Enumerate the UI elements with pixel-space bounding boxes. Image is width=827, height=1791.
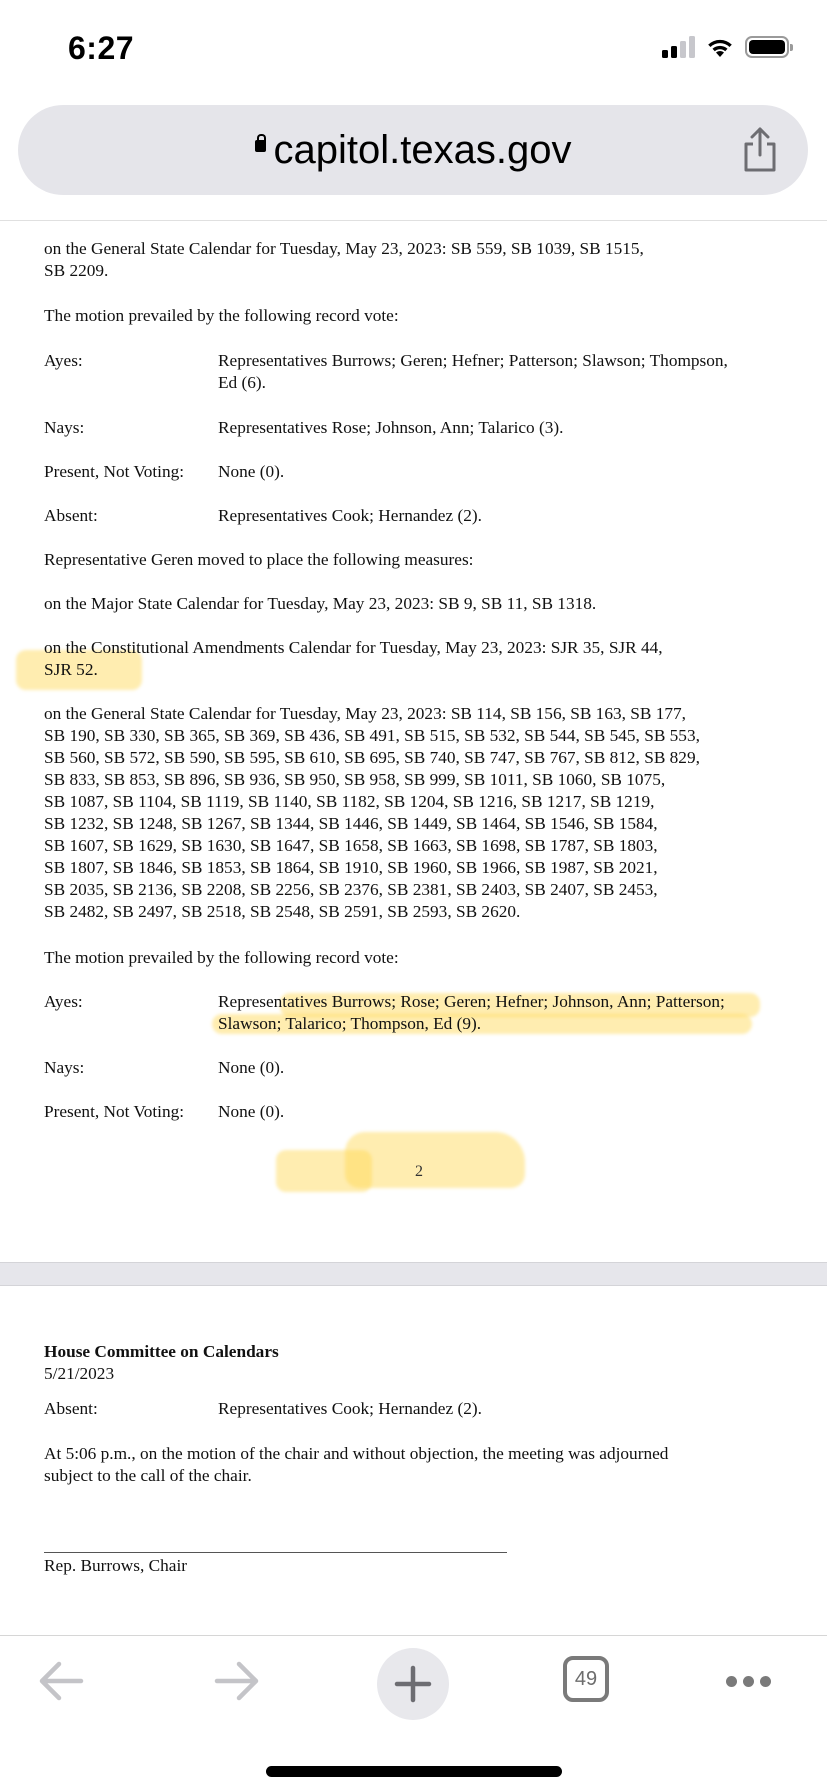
ayes-value [218,991,827,1035]
meeting-date: 5/21/2023 [44,1364,115,1383]
text-line: SB 2035, SB 2136, SB 2208, SB 2256, SB 2376, SB 2381, SB 2403, SB 2407, SB 2453, [44,880,658,899]
major-state-calendar: on the Major State Calendar for Tuesday, May 23, 2023: SB 9, SB 11, SB 1318. [44,594,597,613]
text-line: on the General State Calendar for Tuesday, May 23, 2023: SB 114, SB 156, SB 163, SB 177, [44,704,686,723]
text-line: SB 1807, SB 1846, SB 1853, SB 1864, SB 1910, SB 1960, SB 1966, SB 1987, SB 2021, [44,858,658,877]
signature-line [44,1552,507,1553]
cellular-signal-icon [662,36,695,58]
absent-value: Representatives Cook; Hernandez (2). [218,506,482,525]
status-icons [662,36,789,58]
page2-header [44,1341,794,1385]
label-present-not-voting: Present, Not Voting: [44,462,185,481]
label-nays: Nays: [44,1058,85,1077]
text-line: SB 1087, SB 1104, SB 1119, SB 1140, SB 1182, SB 1204, SB 1216, SB 1217, SB 1219, [44,792,655,811]
constitutional-amendments-calendar [44,637,794,681]
text-line: SJR 52. [44,660,98,679]
text-line: SB 560, SB 572, SB 590, SB 595, SB 610, SB 695, SB 740, SB 747, SB 767, SB 812, SB 829, [44,748,700,767]
text-line: SB 2482, SB 2497, SB 2518, SB 2548, SB 2591, SB 2593, SB 2620. [44,902,521,921]
text-line: At 5:06 p.m., on the motion of the chair and without objection, the meeting was adjourned [44,1444,669,1463]
pnv-value: None (0). [218,1102,285,1121]
signature-name: Rep. Burrows, Chair [44,1556,188,1575]
label-absent: Absent: [44,506,98,525]
geren-motion: Representative Geren moved to place the following measures: [44,550,474,569]
page-separator [0,1262,827,1286]
divider [0,220,827,221]
adjournment-text [44,1443,794,1487]
ayes-value [218,350,827,394]
text-line: SB 190, SB 330, SB 365, SB 369, SB 436, SB 491, SB 515, SB 532, SB 544, SB 545, SB 553, [44,726,700,745]
share-icon[interactable] [740,125,780,175]
motion-text-1: The motion prevailed by the following record vote: [44,306,399,325]
tab-count: 49 [574,1667,598,1690]
text-line: on the General State Calendar for Tuesday, May 23, 2023: SB 559, SB 1039, SB 1515, [44,239,644,258]
text-line: Representatives Burrows; Geren; Hefner; Patterson; Slawson; Thompson, [218,351,728,370]
committee-name: House Committee on Calendars [44,1342,279,1361]
forward-arrow-icon [213,1660,261,1702]
text-line: on the Constitutional Amendments Calendar for Tuesday, May 23, 2023: SJR 35, SJR 44, [44,638,663,657]
text-line: Representatives Burrows; Rose; Geren; Hefner; Johnson, Ann; Patterson; [218,992,725,1011]
more-button[interactable] [720,1658,776,1704]
new-tab-button[interactable] [377,1648,449,1720]
tabs-button[interactable] [563,1656,609,1702]
absent-value: Representatives Cook; Hernandez (2). [218,1399,482,1418]
forward-button[interactable] [212,1658,262,1704]
address-bar[interactable] [18,105,808,195]
status-bar [0,0,827,100]
text-line: SB 833, SB 853, SB 896, SB 936, SB 950, SB 958, SB 999, SB 1011, SB 1060, SB 1075, [44,770,666,789]
battery-icon [745,36,789,58]
general-state-calendar-list [44,703,794,923]
motion-text-2: The motion prevailed by the following record vote: [44,948,399,967]
page-number: 2 [415,1163,423,1180]
text-line: subject to the call of the chair. [44,1466,252,1485]
back-arrow-icon [37,1660,85,1702]
label-present-not-voting: Present, Not Voting: [44,1102,185,1121]
browser-toolbar [0,1636,827,1726]
text-line: SB 1232, SB 1248, SB 1267, SB 1344, SB 1446, SB 1449, SB 1464, SB 1546, SB 1584, [44,814,658,833]
back-button[interactable] [36,1658,86,1704]
text-line: SB 2209. [44,261,109,280]
highlight-mark [345,1132,525,1188]
label-ayes: Ayes: [44,992,83,1011]
home-indicator[interactable] [266,1766,562,1777]
text-line: SB 1607, SB 1629, SB 1630, SB 1647, SB 1658, SB 1663, SB 1698, SB 1787, SB 1803, [44,836,658,855]
text-line: Ed (6). [218,373,266,392]
label-nays: Nays: [44,418,85,437]
label-absent: Absent: [44,1399,98,1418]
nays-value: None (0). [218,1058,285,1077]
more-icon-dot [760,1676,771,1687]
url-text[interactable]: capitol.texas.gov [273,127,572,172]
label-ayes: Ayes: [44,351,83,370]
pnv-value: None (0). [218,462,285,481]
more-icon-dot [726,1676,737,1687]
nays-value: Representatives Rose; Johnson, Ann; Talarico (3). [218,418,564,437]
lock-icon [255,140,266,152]
general-calendar-para-1 [44,238,794,282]
text-line: Slawson; Talarico; Thompson, Ed (9). [218,1014,482,1033]
plus-icon [394,1665,432,1703]
wifi-icon [705,36,735,58]
status-time: 6:27 [68,30,135,66]
more-icon-dot [743,1676,754,1687]
